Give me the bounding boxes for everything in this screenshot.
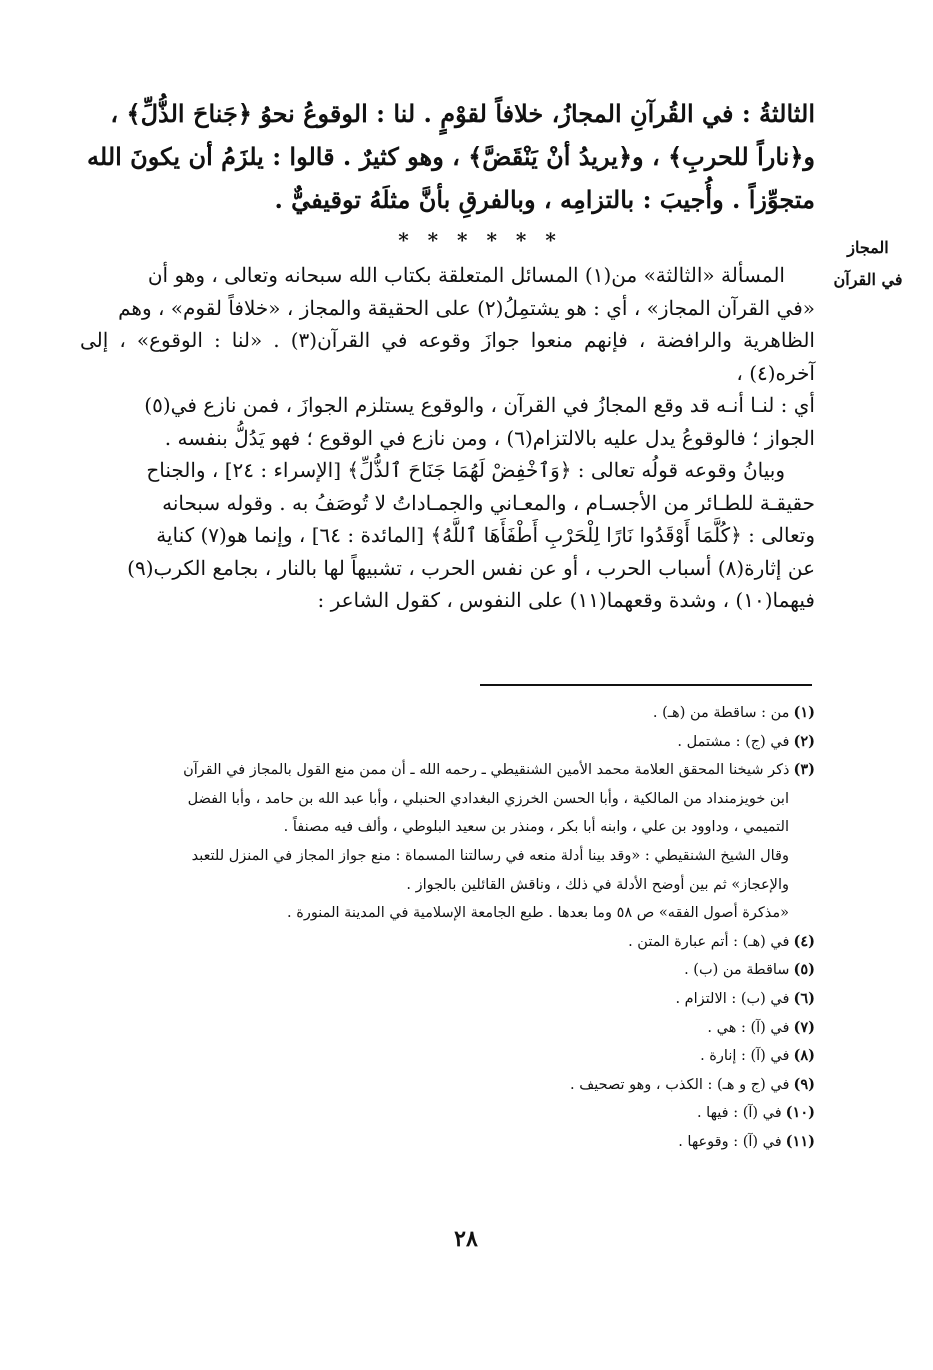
footnote [80,928,815,957]
footnotes-block [80,699,815,1157]
commentary-line: أي : لنـا أنـه قد وقع المجازُ في القرآن ، والوقوع يستلزم الجوازَ ، فمن نازع في(٥) [144,393,815,417]
commentary-line: عن إثارة(٨) أسباب الحرب ، أو عن نفس الحرب ، تشبيهاً لها بالنار ، بجامع الكرب(٩) [127,555,815,580]
footnote-text: في (ج و هـ) : الكذب ، وهو تصحيف . [569,1076,790,1093]
footnote-continuation: «مذكرة أصول الفقه» ص ٥٨ وما بعدها . طبع الجامعة الإسلامية في المدينة المنورة . [287,905,789,922]
footnote-text: في (هـ) : أتم عبارة المتن . [628,933,790,950]
footnote-number: (١١) [785,1132,815,1150]
commentary-line: وبيانُ وقوعه قولُه تعالى : ﴿وَٱخْفِضْ لَهُمَا جَنَاحَ ٱلذُّلِّ﴾ [الإسراء : ٢٤] ، والجناح [146,458,785,482]
footnote [80,1128,815,1157]
footnote-number: (٧) [793,1018,815,1036]
commentary-line: وتعالى : ﴿كُلَّمَا أَوْقَدُوا نَارًا لِلْحَرْبِ أَطْفَأَهَا ٱللَّهُ﴾ [المائدة : ٦٤] ، وإنما هو(٧) كناية [156,523,815,547]
footnote-text: في (آ) : إنارة . [700,1048,790,1065]
margin-heading-line: في القرآن [833,270,903,289]
footnote-continuation: ابن خويزمنداد من المالكية ، وأبا الحسن الخرزي البغدادي الحنبلي ، وأبا عبد الله بن حامد ، وأبا الفضل [187,790,789,807]
footnote-number: (٢) [793,732,815,750]
commentary-block [80,259,815,617]
margin-heading [818,232,918,296]
footnote [80,1099,815,1128]
page-number: ٢٨ [454,1226,478,1252]
footnote-text: في (آ) : هي . [707,1019,790,1036]
commentary-line: المسألة «الثالثة» من(١) المسائل المتعلقة بكتاب الله سبحانه وتعالى ، وهو أن [147,263,785,287]
main-text-line: متجوِّزاً . وأُجيبَ : بالتزامِه ، وبالفرقِ بأنَّ مثلَهُ توقيفيٌّ . [274,185,815,214]
footnote-continuation: والإعجاز» ثم بين أوضح الأدلة في ذلك ، وناقش القائلين بالجواز . [406,876,789,893]
footnote-text: ذكر شيخنا المحقق العلامة محمد الأمين الشنقيطي ـ رحمه الله ـ أن ممن منع القول بالمجاز في القرآن [183,762,790,779]
footnote-number: (٤) [793,932,815,950]
footnote [80,728,815,757]
footnote-number: (٩) [793,1075,815,1093]
footnote [80,1042,815,1071]
commentary-line: الجواز ؛ فالوقوعُ يدل عليه بالالتزام(٦) ، ومن نازع في الوقوع ؛ فهو يَدُلُّ بنفسه . [164,425,815,450]
margin-heading-line: المجاز [847,238,889,257]
footnote-text: في (آ) : فيها . [696,1105,782,1122]
footnote [80,956,815,985]
footnote-number: (١) [793,704,815,721]
commentary-line: فيهما(١٠) ، وشدة وقعهما(١١) على النفوس ، كقول الشاعر : [317,588,815,612]
footnote-text: في (ج) : مشتمل . [677,733,790,750]
footnote-number: (٦) [793,989,815,1007]
footnote-text: في (ب) : الالتزام . [675,990,790,1007]
footnote-number: (١٠) [785,1104,815,1122]
commentary-line: حقيقـة للطـائر من الأجسـام ، والمعـاني والجمـاداتُ لا تُوصَفُ به . وقوله سبحانه [162,490,815,515]
main-text-block [80,92,815,221]
footnote-text: في (آ) : وقوعها . [678,1133,782,1150]
footnote-text: من : ساقطة من (هـ) . [652,705,790,721]
footnote-divider [480,684,812,686]
footnote [80,1014,815,1043]
section-separator: * * * * * * [398,228,562,252]
footnote-continuation: وقال الشيخ الشنقيطي : «وقد بينا أدلة منعه في رسالتنا المسماة : منع جواز المجاز في المنزل للتعبد [191,847,789,864]
footnote-continuation: التميمي ، وداوود بن علي ، وابنه أبا بكر ، ومنذر بن سعيد البلوطي ، وألف فيه مصنفاً . [283,819,789,836]
main-text-line: الثالثةُ : في القُرآنِ المجازُ، خلافاً لقوْمٍ . لنا : الوقوعُ نحوُ ﴿جَناحَ الذُّلِّ﴾ ، [110,99,815,128]
commentary-line: «في القرآن المجاز» ، أي : هو يشتمِلُ(٢) على الحقيقة والمجاز ، «خلافاً لقوم» ، وهم [118,295,815,320]
footnote [80,1071,815,1100]
footnote-text: ساقطة من (ب) . [684,962,790,979]
footnote [80,985,815,1014]
footnote-number: (٣) [793,761,815,779]
main-text-line: و﴿ناراً للحربِ﴾ ، و﴿يريدُ أنْ يَنْقَضَّ﴾ ، وهو كثيرٌ . قالوا : يلزَمُ أن يكونَ الله [87,142,815,171]
footnote-number: (٥) [793,961,815,979]
commentary-line: الظاهرية والرافضة ، فإنهم منعوا جوازَ وقوعه في القرآن(٣) . «لنا : الوقوع» ، إلى آخره(٤) ، [80,328,815,385]
footnote [80,699,815,728]
footnote [80,756,815,785]
footnote-number: (٨) [793,1047,815,1065]
